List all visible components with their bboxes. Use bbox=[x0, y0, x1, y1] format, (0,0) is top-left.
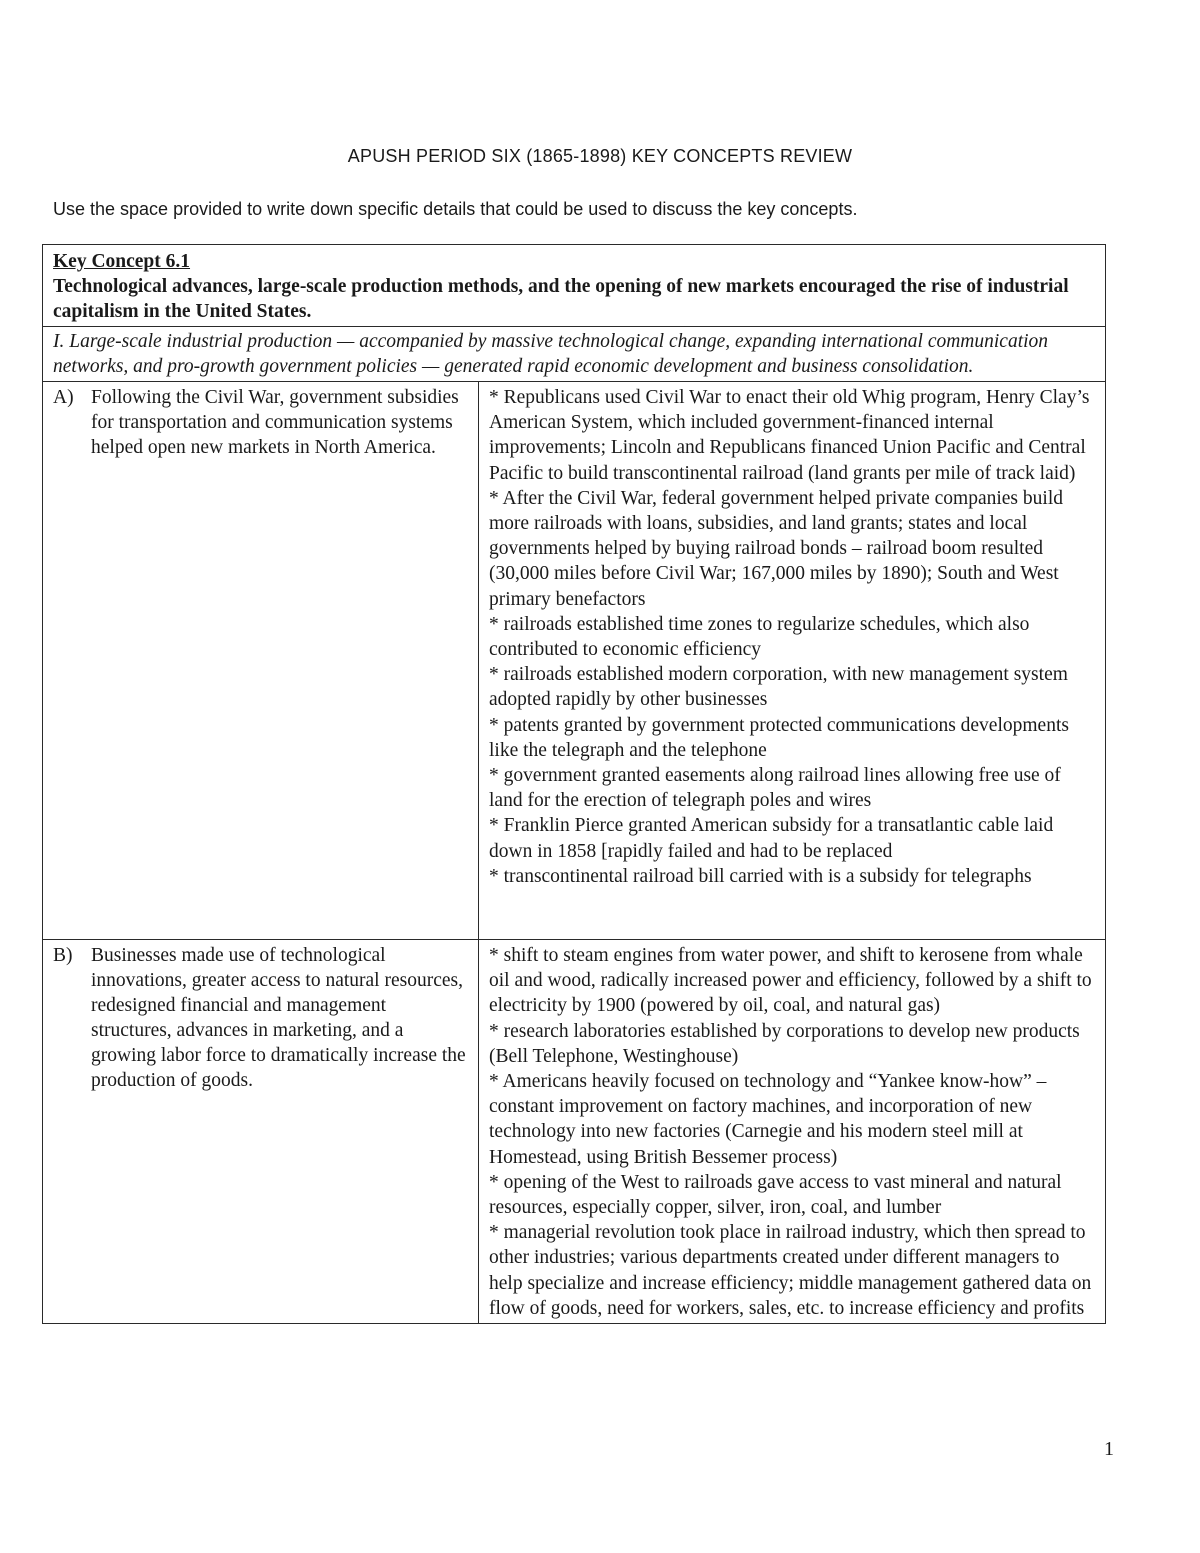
detail-item: * railroads established modern corporation, with new management system adopted rapidly by other businesses bbox=[489, 664, 1068, 711]
detail-item: * shift to steam engines from water power, and shift to kerosene from whale oil and wood, radically increased power and efficiency, followed by a shift to electricity by 1900 (powered by oil, coal, and natural gas) bbox=[489, 945, 1092, 1017]
table-row bbox=[43, 382, 1105, 940]
page-title: APUSH PERIOD SIX (1865-1898) KEY CONCEPTS REVIEW bbox=[347, 146, 853, 166]
detail-item: * railroads established time zones to regularize schedules, which also contributed to economic efficiency bbox=[489, 613, 1030, 661]
detail-item: * After the Civil War, federal government helped private companies build more railroads with loans, subsidies, and land grants; states and local governments helped by buying railroad bonds – railroad boom resulted (30,000 miles before Civil War; 167,000 miles by 1890); South and West primary benefactors bbox=[489, 487, 1063, 610]
concept-statement: Businesses made use of technological innovations, greater access to natural resources, redesigned financial and management structures, advances in marketing, and a growing labor force to dramatically increase the production of goods. bbox=[91, 945, 466, 1091]
row-letter: A) bbox=[53, 387, 74, 408]
key-concept-label: Key Concept 6.1 bbox=[53, 251, 191, 272]
page-number: 1 bbox=[1104, 1438, 1114, 1460]
row-letter: B) bbox=[53, 945, 73, 966]
key-concept-text: Technological advances, large-scale production methods, and the opening of new markets encouraged the rise of industrial capitalism in the United States. bbox=[53, 276, 1069, 322]
key-concept-header bbox=[43, 245, 1105, 327]
details-cell bbox=[479, 382, 1105, 939]
detail-item: * transcontinental railroad bill carried with is a subsidy for telegraphs bbox=[489, 865, 1032, 887]
subconcept: I. Large-scale industrial production — accompanied by massive technological change, expanding international communication networks, and pro-growth government policies — generated rapid economic development and business consolidation. bbox=[43, 327, 1105, 382]
detail-item: * research laboratories established by corporations to develop new products (Bell Telephone, Westinghouse) bbox=[489, 1020, 1080, 1067]
concept-statement-cell bbox=[43, 940, 479, 1323]
concept-statement: Following the Civil War, government subsidies for transportation and communication systems helped open new markets in North America. bbox=[91, 387, 459, 458]
details-cell bbox=[479, 940, 1105, 1323]
key-concept-table bbox=[42, 244, 1106, 1324]
detail-item: * patents granted by government protected communications developments like the telegraph and the telephone bbox=[489, 714, 1069, 761]
detail-item: * Franklin Pierce granted American subsidy for a transatlantic cable laid down in 1858 [rapidly failed and had to be replaced bbox=[489, 815, 1054, 862]
instructions: Use the space provided to write down specific details that could be used to discuss the key concepts. bbox=[53, 199, 858, 219]
concept-statement-cell bbox=[43, 382, 479, 939]
detail-item: * Republicans used Civil War to enact their old Whig program, Henry Clay’s American System, which included government-financed internal improvements; Lincoln and Republicans financed Union Pacific and Central Pacific to build transcontinental railroad (land grants per mile of track laid) bbox=[489, 387, 1090, 484]
detail-item: * Americans heavily focused on technology and “Yankee know-how” – constant improvement on factory machines, and incorporation of new technology into new factories (Carnegie and his modern steel mill at Homestead, using British Bessemer process) bbox=[489, 1071, 1047, 1168]
detail-item: * managerial revolution took place in railroad industry, which then spread to other industries; various departments created under different managers to help specialize and increase efficiency; middle management gathered data on flow of goods, need for workers, sales, etc. to increase efficiency and profits bbox=[489, 1222, 1092, 1319]
table-row bbox=[43, 940, 1105, 1323]
detail-item: * opening of the West to railroads gave access to vast mineral and natural resources, especially copper, silver, iron, coal, and lumber bbox=[489, 1171, 1062, 1219]
detail-item: * government granted easements along railroad lines allowing free use of land for the erection of telegraph poles and wires bbox=[489, 765, 1061, 812]
